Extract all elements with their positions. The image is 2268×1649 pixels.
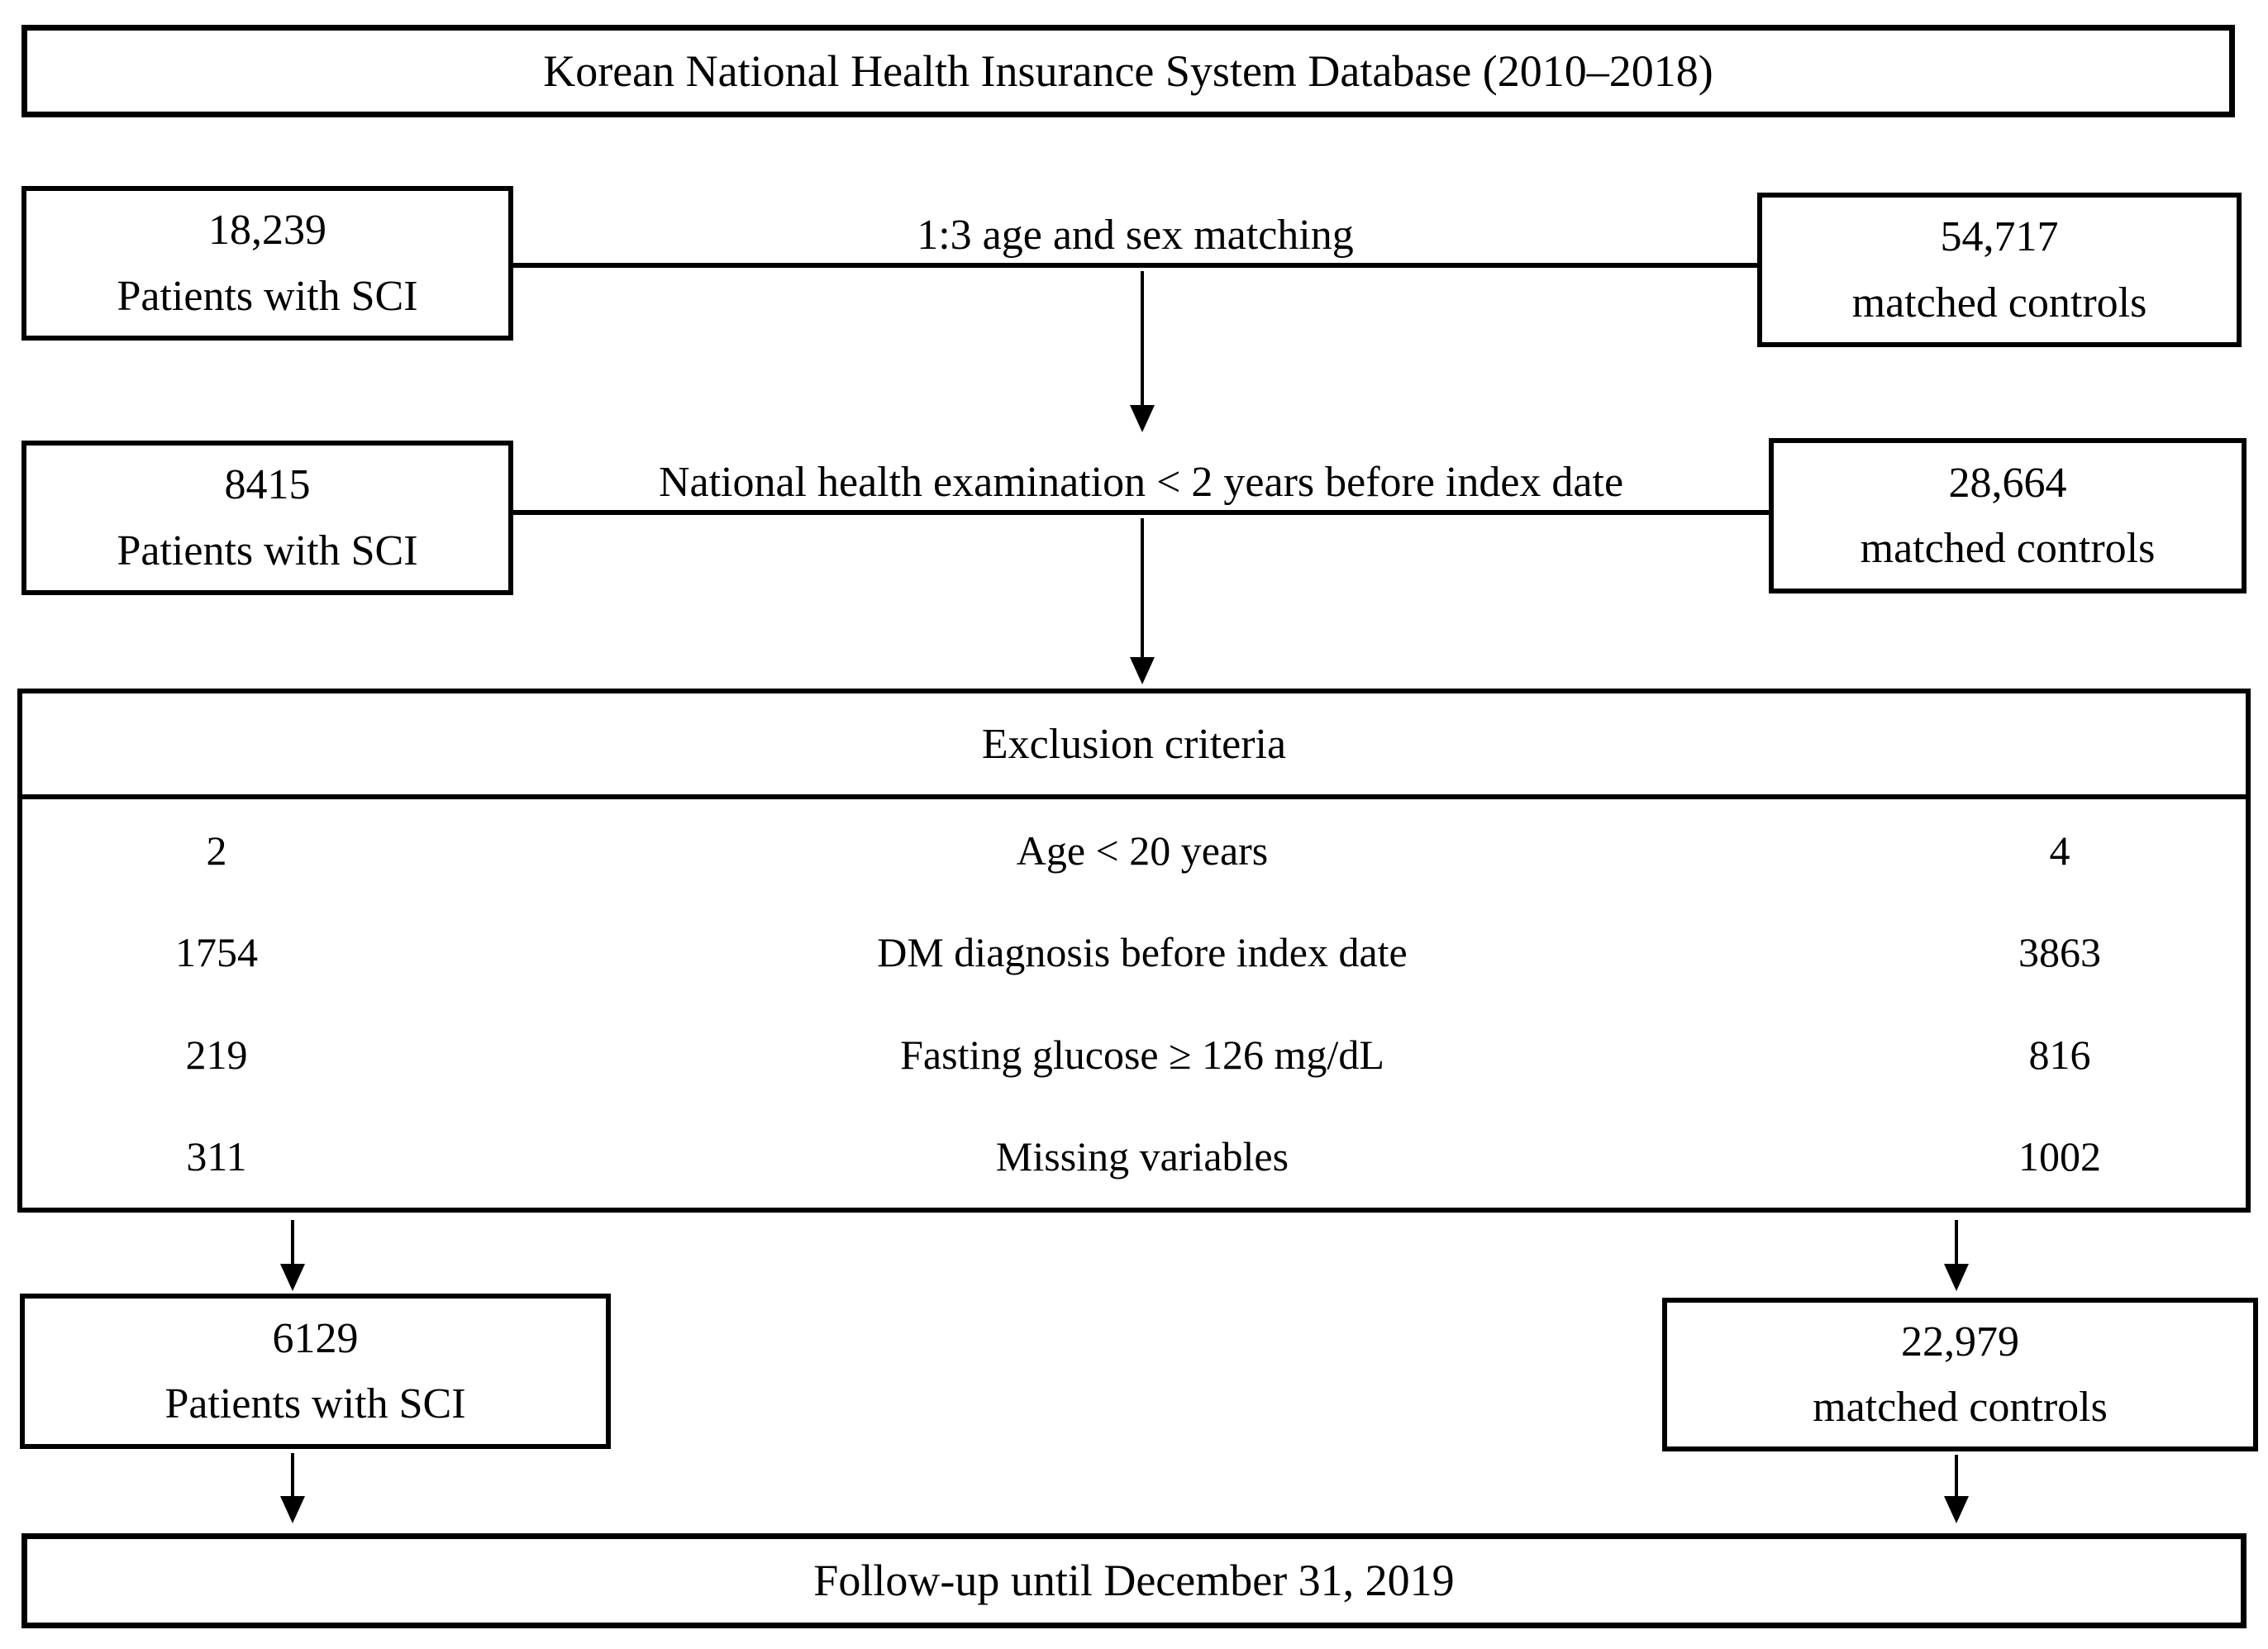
- controls-initial-box: [1757, 193, 2242, 347]
- row1-connector-line: [513, 263, 1757, 268]
- row1-connector-label: [513, 198, 1757, 260]
- exclusion-rows: [22, 799, 2246, 1208]
- arrow-shaft: [291, 1453, 294, 1498]
- arrow-head-icon: [1130, 657, 1155, 684]
- arrow-head-icon: [1944, 1496, 1969, 1523]
- arrow-shaft: [1141, 271, 1144, 405]
- row2-connector-label: [513, 447, 1769, 507]
- controls-final-count: 22,979: [1901, 1318, 2019, 1365]
- controls-initial-count: 54,717: [1940, 213, 2059, 261]
- exclusion-row: [22, 1003, 2246, 1106]
- exclusion-row: [22, 799, 2246, 902]
- arrow-shaft: [1955, 1455, 1958, 1498]
- follow-up-box: [21, 1533, 2247, 1628]
- excluded-sci-count: 2: [206, 827, 227, 874]
- sci-final-label: Patients with SCI: [164, 1380, 466, 1427]
- health-exam-label-text: National health examination < 2 years before index date: [658, 459, 1624, 506]
- sci-exam-label: Patients with SCI: [117, 527, 418, 574]
- arrow-shaft: [1141, 518, 1144, 657]
- database-box: [21, 25, 2235, 117]
- controls-final-box: [1662, 1298, 2258, 1451]
- controls-final-label: matched controls: [1813, 1384, 2108, 1431]
- exclusion-row: [22, 902, 2246, 1004]
- sci-initial-box: [21, 186, 513, 341]
- arrow-shaft: [1955, 1220, 1958, 1265]
- database-box-label: Korean National Health Insurance System Database (2010–2018): [543, 45, 1713, 96]
- exclusion-criteria-box: [17, 689, 2251, 1213]
- excluded-sci-count: 219: [185, 1031, 248, 1078]
- row2-connector-line: [513, 510, 1769, 515]
- sci-initial-count: 18,239: [208, 207, 326, 255]
- sci-final-box: [20, 1294, 611, 1449]
- exclusion-criterion: DM diagnosis before index date: [877, 929, 1408, 976]
- matching-label-text: 1:3 age and sex matching: [917, 212, 1354, 259]
- controls-exam-box: [1769, 438, 2247, 593]
- arrow-shaft: [291, 1220, 294, 1265]
- controls-exam-count: 28,664: [1948, 459, 2067, 507]
- excluded-controls-count: 1002: [2018, 1133, 2101, 1180]
- excluded-controls-count: 816: [2028, 1031, 2091, 1078]
- arrow-head-icon: [1944, 1264, 1969, 1291]
- exclusion-criterion: Age < 20 years: [1016, 827, 1269, 874]
- exclusion-criterion: Fasting glucose ≥ 126 mg/dL: [900, 1031, 1384, 1078]
- controls-exam-label: matched controls: [1860, 525, 2156, 572]
- sci-exam-count: 8415: [224, 461, 311, 509]
- follow-up-label: Follow-up until December 31, 2019: [813, 1556, 1455, 1606]
- sci-final-count: 6129: [272, 1314, 359, 1362]
- sci-exam-box: [21, 441, 513, 595]
- controls-initial-label: matched controls: [1851, 279, 2147, 326]
- excluded-controls-count: 3863: [2018, 929, 2101, 976]
- exclusion-criterion: Missing variables: [995, 1133, 1289, 1180]
- excluded-controls-count: 4: [2049, 827, 2070, 874]
- excluded-sci-count: 311: [186, 1133, 247, 1180]
- exclusion-criteria-title: Exclusion criteria: [981, 720, 1287, 768]
- arrow-head-icon: [280, 1496, 305, 1523]
- sci-initial-label: Patients with SCI: [117, 272, 418, 320]
- arrow-head-icon: [280, 1264, 305, 1291]
- exclusion-row: [22, 1106, 2246, 1208]
- arrow-head-icon: [1130, 405, 1155, 432]
- excluded-sci-count: 1754: [175, 929, 258, 976]
